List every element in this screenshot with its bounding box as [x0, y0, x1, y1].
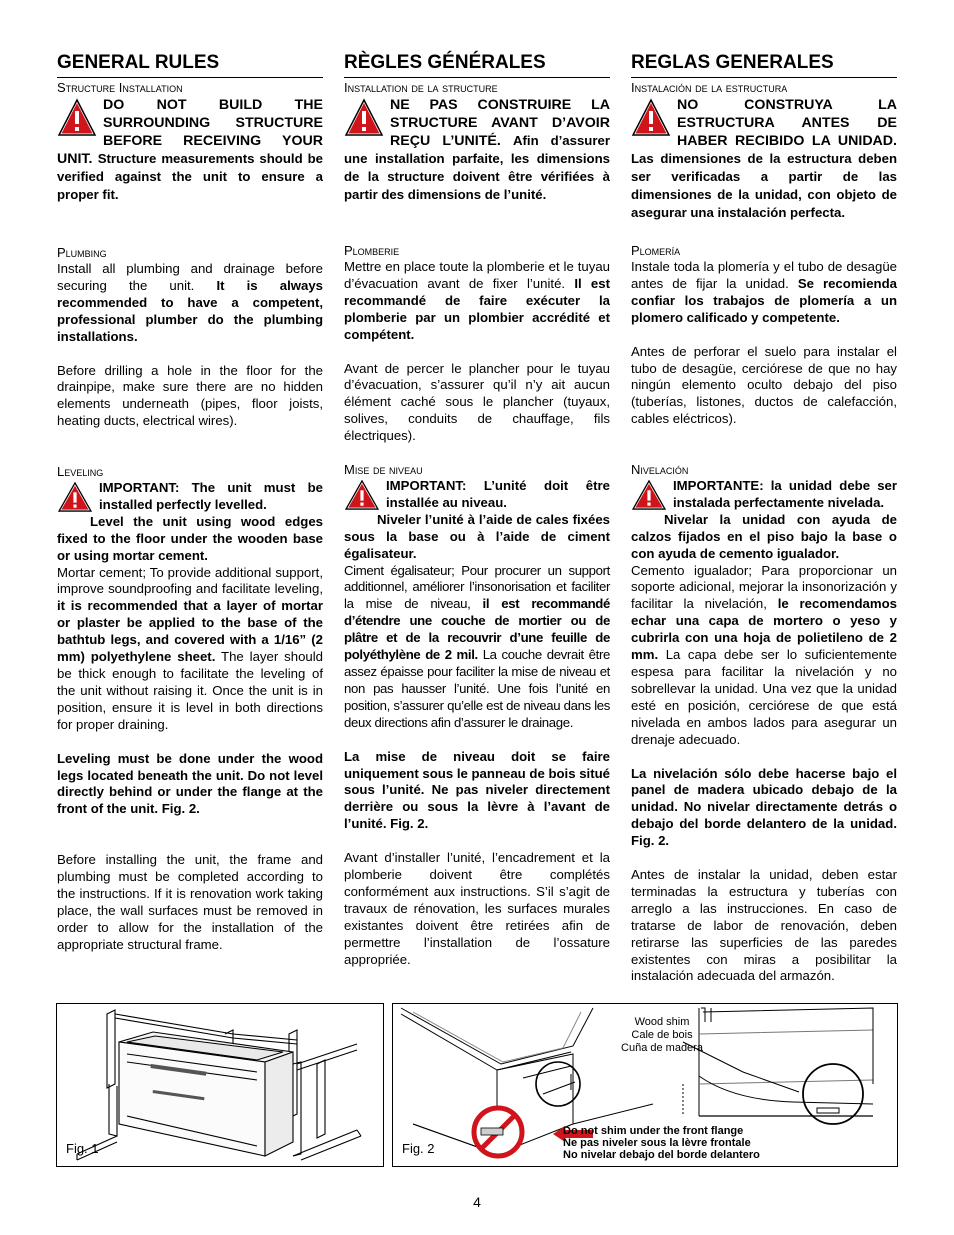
leveling-instruction: Nivelar la unidad con ayuda de calzos fijados en el piso bajo la base o con ayuda de cemento igualador.	[631, 511, 897, 561]
french-column	[344, 52, 610, 967]
structure-warning: DO NOT BUILD THE SURROUNDING STRUCTURE BEFORE RECEIVING YOUR UNIT. Structure measurements should be verified against the unit to ensure a proper fit.	[57, 97, 323, 202]
no-shim-warning: Do not shim under the front flange Ne pas niveler sous la lèvre frontale No nivelar debajo del borde delantero	[563, 1125, 760, 1161]
leveling-instruction: Niveler l’unité à l’aide de cales fixées sous la base ou à l’aide de ciment égalisateur.	[344, 511, 610, 561]
plumbing-text-2: Avant de percer le plancher pour le tuyau d’évacuation, s’assurer qu’il n’y ait aucun élément caché sous le plancher (tuyaux, solives, conduits de chauffage, fils électriques).	[344, 360, 610, 444]
leveling-note: La mise de niveau doit se faire uniquement sous le panneau de bois situé sous l’unité. Ne pas niveler directement derrière ou sous la lèvre à l’avant de l’unité. Fig. 2.	[344, 748, 610, 832]
plumbing-text: Instale toda la plomería y el tubo de desagüe antes de fijar la unidad. Se recomienda confiar los trabajos de plomería a un plomero calificado y competente.	[631, 259, 897, 325]
figure-1	[56, 1003, 384, 1167]
warning-triangle-icon	[344, 480, 380, 510]
mortar-text: Ciment égalisateur; Pour procurer un support additionnel, améliorer l’insonorisation et faciliter la mise de niveau, il est recommandé d’étendre une couche de mortier ou de plâtre et de la recouvrir d’une feuille de polyéthylène de 2 mil. La couche devrait être assez épaisse pour faciliter la mise de niveau et non pas hausser l’unité. Une fois l’unité en position, s’assurer qu’elle est de niveau dans les deux directions afin d’assurer le drainage.	[344, 562, 610, 730]
plumbing-text-2: Before drilling a hole in the floor for the drainpipe, make sure there are no hidden elements underneath (pipes, floor joists, heating ducts, electrical wires).	[57, 362, 323, 429]
leveling-instruction: Level the unit using wood edges fixed to the floor under the wooden base or using mortar cement.	[57, 513, 323, 563]
plumbing-text: Mettre en place toute la plomberie et le tuyau d’évacuation avant de fixer l’unité. Il est recommandé de faire exécuter la plomberie par un plombier accrédité et compétent.	[344, 259, 610, 342]
warning-triangle-icon	[57, 98, 97, 138]
subsection-title: Installation de la structure	[344, 80, 498, 95]
structure-warning: NO CONSTRUYA LA ESTRUCTURA ANTES DE HABER RECIBIDO LA UNIDAD. Las dimensiones de la estructura deben ser verificadas a partir de las dimensiones de la unidad, con objeto de asegurar una instalación perfecta.	[631, 97, 897, 220]
section-heading: GENERAL RULES	[57, 52, 323, 78]
plumbing-text: Install all plumbing and drainage before securing the unit. It is always recommended to have a competent, professional plumber do the plumbing installations.	[57, 261, 324, 344]
leveling-important: IMPORTANT: The unit must be installed perfectly levelled.	[99, 480, 323, 512]
subsection-title: Plumbing	[57, 245, 107, 260]
figure-label: Fig. 1	[66, 1141, 99, 1156]
leveling-important: IMPORTANT: L’unité doit être installée au niveau.	[386, 478, 610, 510]
figure-2	[392, 1003, 898, 1167]
figure-label: Fig. 2	[402, 1141, 435, 1156]
plumbing-text-2: Antes de perforar el suelo para instalar el tubo de desagüe, cerciórese de que no hay ningún elemento oculto debajo del piso (tuberías, listones, ductos de calefacción, cables eléctricos).	[631, 343, 897, 427]
leveling-note: La nivelación sólo debe hacerse bajo el panel de madera ubicado debajo de la unidad. No nivelar directamente detrás o debajo del borde delantero de la unidad. Fig. 2.	[631, 765, 897, 849]
subsection-title: Plomberie	[344, 243, 400, 258]
subsection-title: Nivelación	[631, 462, 689, 477]
frame-text: Before installing the unit, the frame and plumbing must be completed according to the instructions. If it is renovation work taking place, the wall surfaces must be removed in order to allow for the installation of the appropriate structural frame.	[57, 852, 323, 952]
warning-triangle-icon	[344, 98, 384, 138]
subsection-title: Plomería	[631, 243, 681, 258]
frame-text: Avant d’installer l’unité, l’encadrement et la plomberie doivent être complétés conformément aux instructions. S’il s’agit de travaux de rénovation, les surfaces murales existantes doivent être retirées afin de permettre l’installation de l’ossature appropriée.	[344, 850, 610, 967]
frame-text: Antes de instalar la unidad, deben estar terminadas la estructura y tuberías con arreglo a las instrucciones. En caso de tratarse de labor de renovación, deben retirarse las superficies de las paredes existentes con miras a posibilitar la instalación adecuada del armazón.	[631, 867, 897, 984]
wood-shim-note: Wood shim Cale de bois Cuña de madera	[621, 1016, 703, 1054]
bathtub-frame-illustration	[57, 1004, 383, 1166]
warning-triangle-icon	[631, 480, 667, 510]
page-number: 4	[473, 1194, 481, 1210]
section-heading: RÈGLES GÉNÉRALES	[344, 52, 610, 78]
subsection-title: Structure Installation	[57, 80, 183, 95]
subsection-title: Mise de niveau	[344, 462, 423, 477]
leveling-note: Leveling must be done under the wood legs located beneath the unit. Do not level directly behind or under the flange at the front of the unit. Fig. 2.	[57, 750, 323, 817]
prohibited-icon	[474, 1108, 522, 1156]
english-column	[57, 52, 324, 952]
spanish-column	[631, 52, 897, 984]
section-heading: REGLAS GENERALES	[631, 52, 897, 78]
structure-warning: NE PAS CONSTRUIRE LA STRUCTURE AVANT D’AVOIR REÇU L’UNITÉ. Afin d’assurer une installation parfaite, les dimensions de la structure doivent être vérifiées à partir des dimensions de l’unité.	[344, 97, 610, 202]
warning-triangle-icon	[57, 482, 93, 512]
subsection-title: Leveling	[57, 464, 104, 479]
warning-triangle-icon	[631, 98, 671, 138]
mortar-text: Cemento igualador; Para proporcionar un soporte adicional, mejorar la insonorización y facilitar la nivelación, le recomendamos echar una capa de mortero o yeso y cubrirla con una hoja de polietileno de 2 mm. La capa debe ser lo suficientemente espesa para facilitar la nivelación y no sobrellevar la unidad. Una vez que la unidad esté en posición, cerciórese de que está nivelada en ambos lados para asegurar un drenaje adecuado.	[631, 562, 897, 747]
mortar-text: Mortar cement; To provide additional support, improve soundproofing and facilitate leveling, it is recommended that a layer of mortar or plaster be applied to the base of the bathtub legs, and covered with a 1/16” (2 mm) polyethylene sheet. The layer should be thick enough to facilitate the leveling of the unit without raising it. Once the unit is in position, ensure it is level in both directions for proper draining.	[57, 564, 324, 732]
subsection-title: Instalación de la estructura	[631, 80, 788, 95]
leveling-important: IMPORTANTE: la unidad debe ser instalada perfectamente nivelada.	[673, 478, 897, 510]
